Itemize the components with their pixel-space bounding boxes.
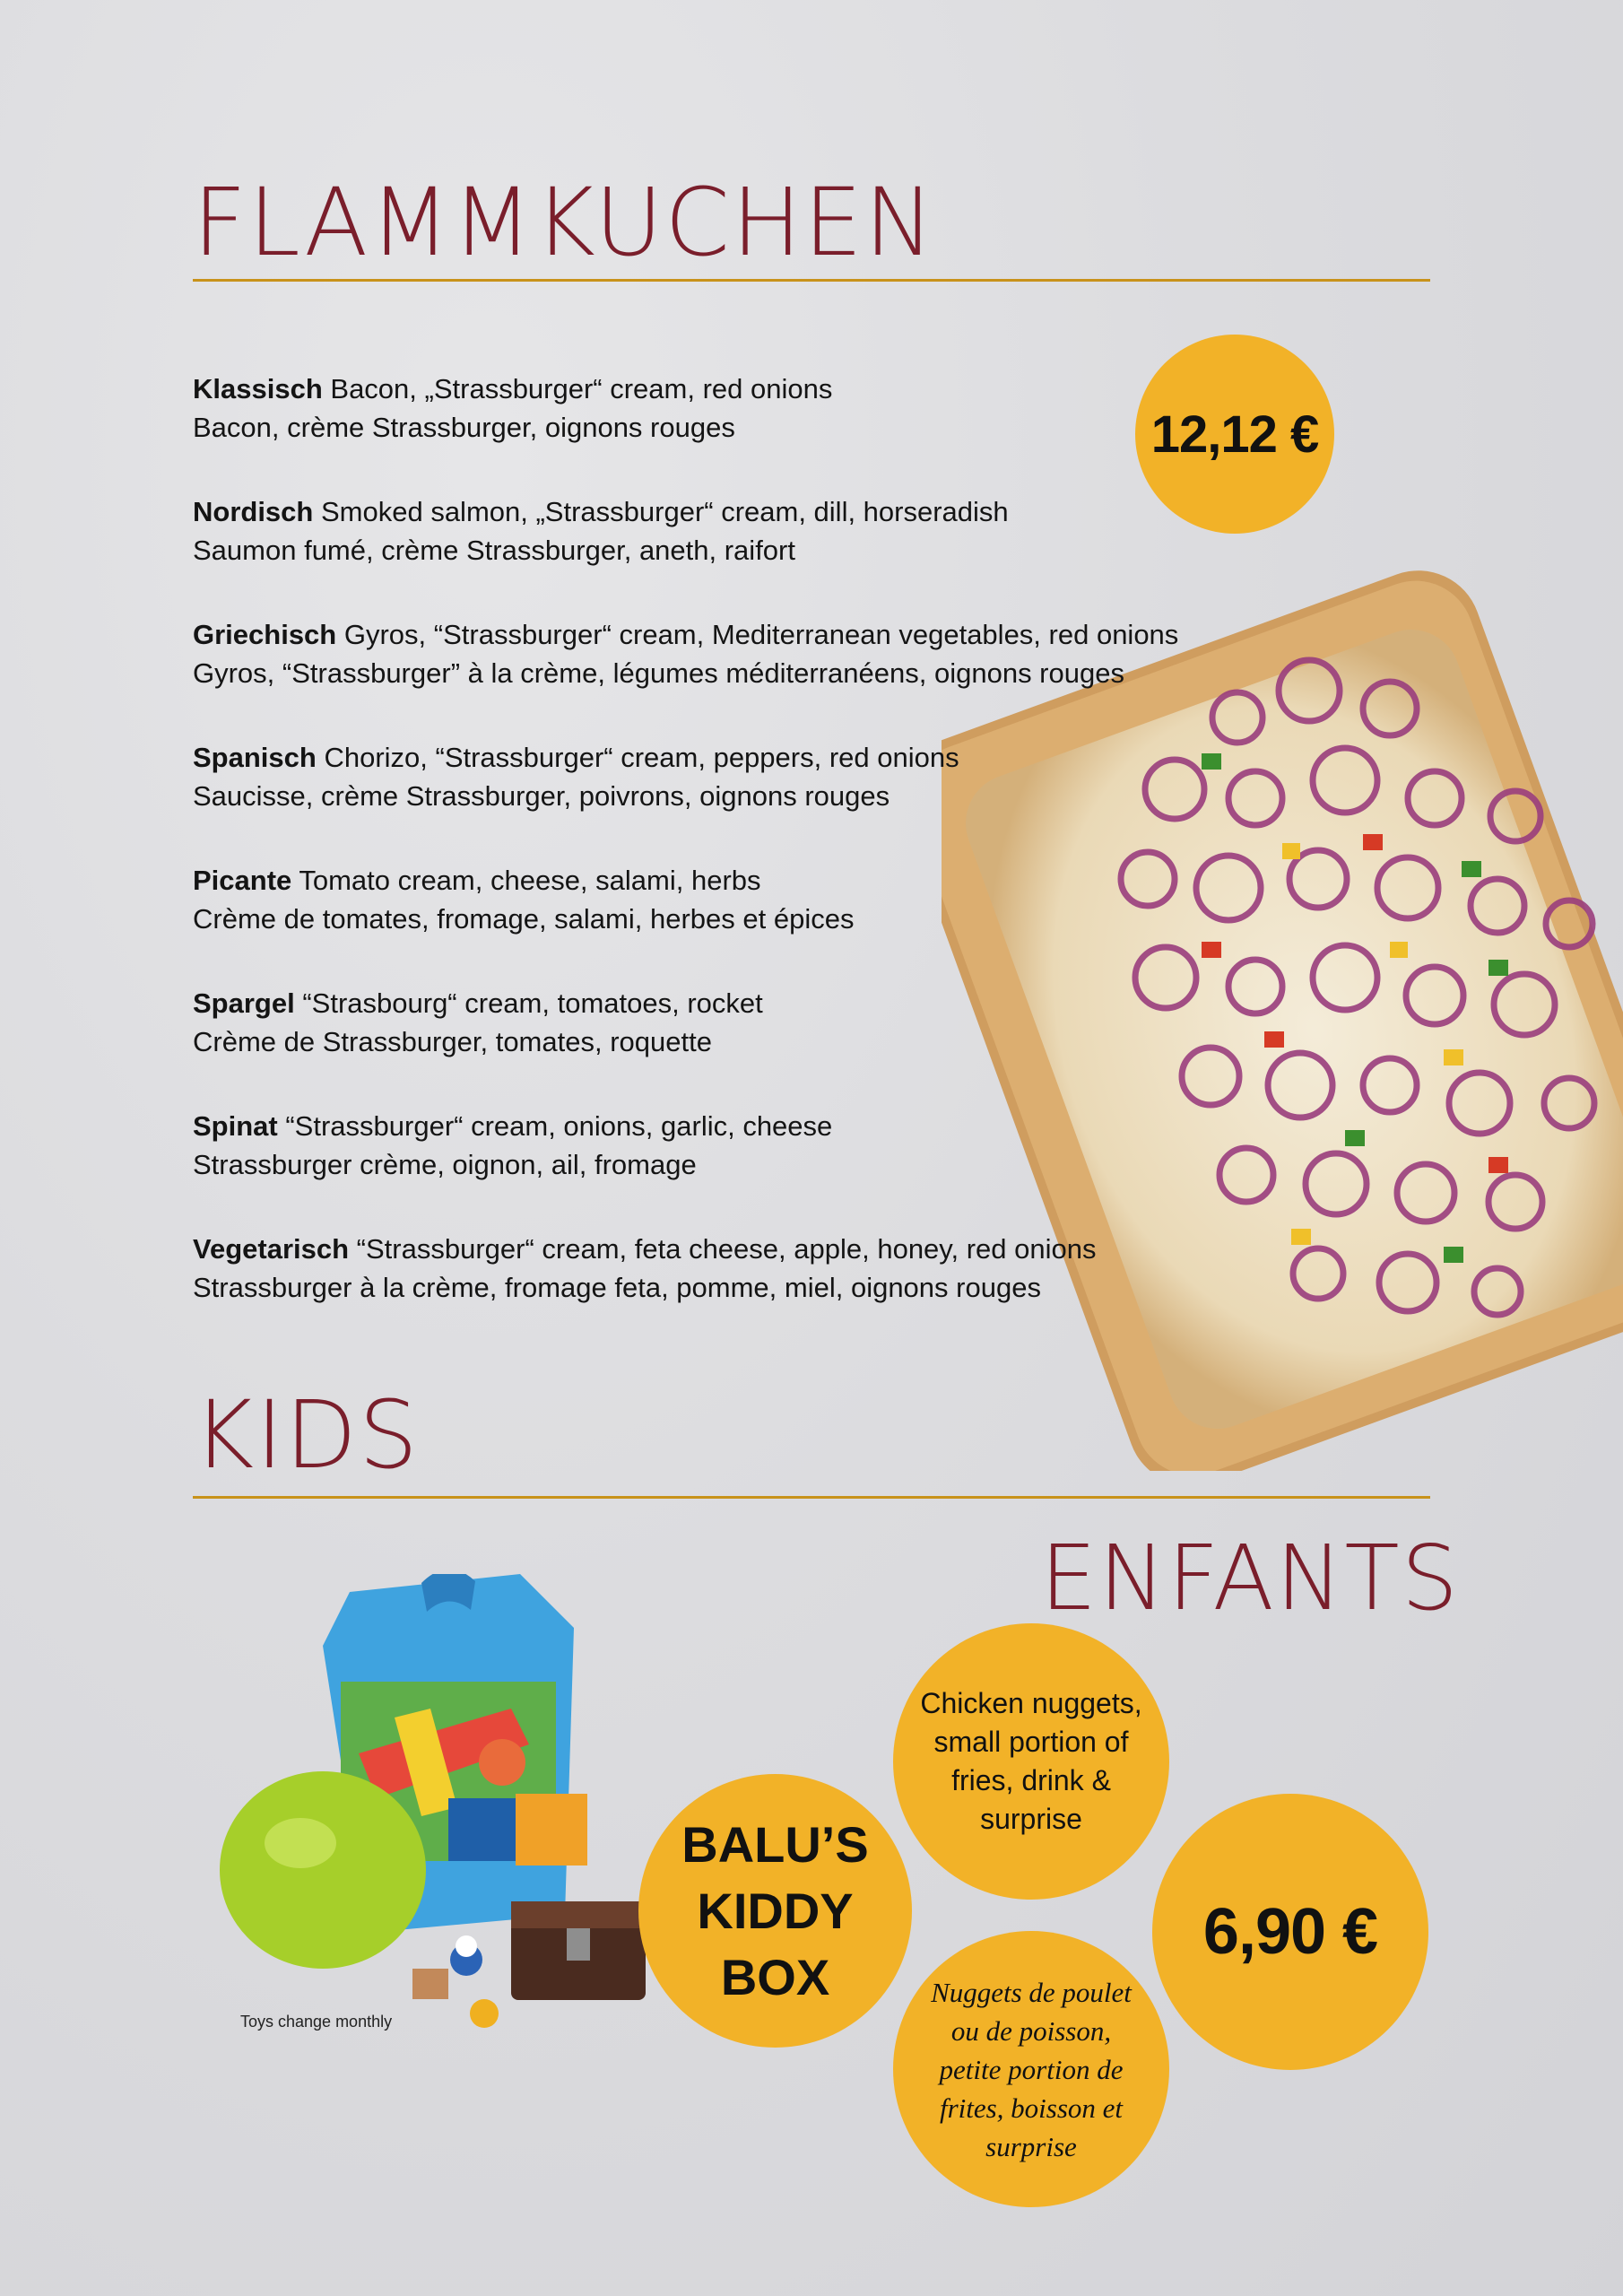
menu-item-name: Griechisch bbox=[193, 619, 337, 650]
menu-item-name: Picante bbox=[193, 865, 292, 896]
menu-item-name: Spinat bbox=[193, 1110, 278, 1142]
menu-item bbox=[193, 615, 1224, 738]
menu-item-description-en: “Strassburger“ cream, onions, garlic, cheese bbox=[285, 1110, 833, 1142]
flammkuchen-menu-list bbox=[193, 370, 1224, 1352]
menu-item bbox=[193, 738, 1224, 861]
kiddy-box-title-line3: BOX bbox=[720, 1948, 830, 2005]
menu-item-name: Klassisch bbox=[193, 373, 323, 404]
flammkuchen-heading: FLAMMKUCHEN bbox=[193, 168, 936, 277]
flammkuchen-price: 12,12 € bbox=[1150, 404, 1319, 464]
enfants-heading: ENFANTS bbox=[1040, 1526, 1461, 1631]
menu-item-name: Spargel bbox=[193, 987, 295, 1019]
menu-item-description-en: Bacon, „Strassburger“ cream, red onions bbox=[330, 373, 833, 404]
menu-item bbox=[193, 1107, 1224, 1230]
menu-item bbox=[193, 492, 1224, 615]
menu-item-description-fr: Crème de tomates, fromage, salami, herbes et épices bbox=[193, 903, 855, 935]
menu-item bbox=[193, 861, 1224, 984]
kids-heading: KIDS bbox=[193, 1380, 420, 1490]
flammkuchen-divider bbox=[193, 279, 1430, 282]
menu-item bbox=[193, 1230, 1224, 1352]
menu-item-description-en: Tomato cream, cheese, salami, herbs bbox=[299, 865, 761, 896]
menu-item-description-en: Smoked salmon, „Strassburger“ cream, dill, horseradish bbox=[320, 496, 1009, 527]
menu-item-description-en: Chorizo, “Strassburger“ cream, peppers, red onions bbox=[324, 742, 959, 773]
kids-description-en-badge bbox=[893, 1623, 1169, 1900]
kids-price-badge bbox=[1152, 1794, 1428, 2070]
kiddy-box-badge bbox=[638, 1774, 912, 2048]
menu-item-name: Vegetarisch bbox=[193, 1233, 350, 1265]
kiddy-box-title-line1: BALU’S bbox=[681, 1815, 869, 1873]
menu-item-description-en: “Strasbourg“ cream, tomatoes, rocket bbox=[302, 987, 763, 1019]
kids-description-fr-badge bbox=[893, 1931, 1169, 2207]
menu-item-description-fr: Bacon, crème Strassburger, oignons rouges bbox=[193, 412, 735, 443]
kids-price: 6,90 € bbox=[1202, 1896, 1378, 1968]
menu-item bbox=[193, 370, 1224, 492]
kiddy-box-title-line2: KIDDY bbox=[697, 1882, 854, 1939]
kids-description-en: Chicken nuggets, small portion of fries, drink & surprise bbox=[920, 1687, 1142, 1835]
kids-description-fr: Nuggets de poulet ou de poisson, petite portion de frites, boisson et surprise bbox=[931, 1976, 1132, 2162]
menu-item-description-en: “Strassburger“ cream, feta cheese, apple, honey, red onions bbox=[356, 1233, 1097, 1265]
kiddy-box-image bbox=[215, 1574, 664, 2040]
menu-item-name: Nordisch bbox=[193, 496, 314, 527]
menu-item-name: Spanisch bbox=[193, 742, 317, 773]
toys-note: Toys change monthly bbox=[240, 2013, 393, 2031]
menu-item-description-fr: Saumon fumé, crème Strassburger, aneth, raifort bbox=[193, 535, 795, 566]
menu-item-description-fr: Strassburger à la crème, fromage feta, pomme, miel, oignons rouges bbox=[193, 1272, 1041, 1303]
menu-item bbox=[193, 984, 1224, 1107]
menu-item-description-fr: Saucisse, crème Strassburger, poivrons, oignons rouges bbox=[193, 780, 890, 812]
menu-item-description-en: Gyros, “Strassburger“ cream, Mediterranean vegetables, red onions bbox=[343, 619, 1179, 650]
menu-item-description-fr: Gyros, “Strassburger” à la crème, légumes méditerranéens, oignons rouges bbox=[193, 657, 1124, 689]
menu-item-description-fr: Crème de Strassburger, tomates, roquette bbox=[193, 1026, 712, 1057]
kids-divider bbox=[193, 1496, 1430, 1499]
menu-item-description-fr: Strassburger crème, oignon, ail, fromage bbox=[193, 1149, 697, 1180]
